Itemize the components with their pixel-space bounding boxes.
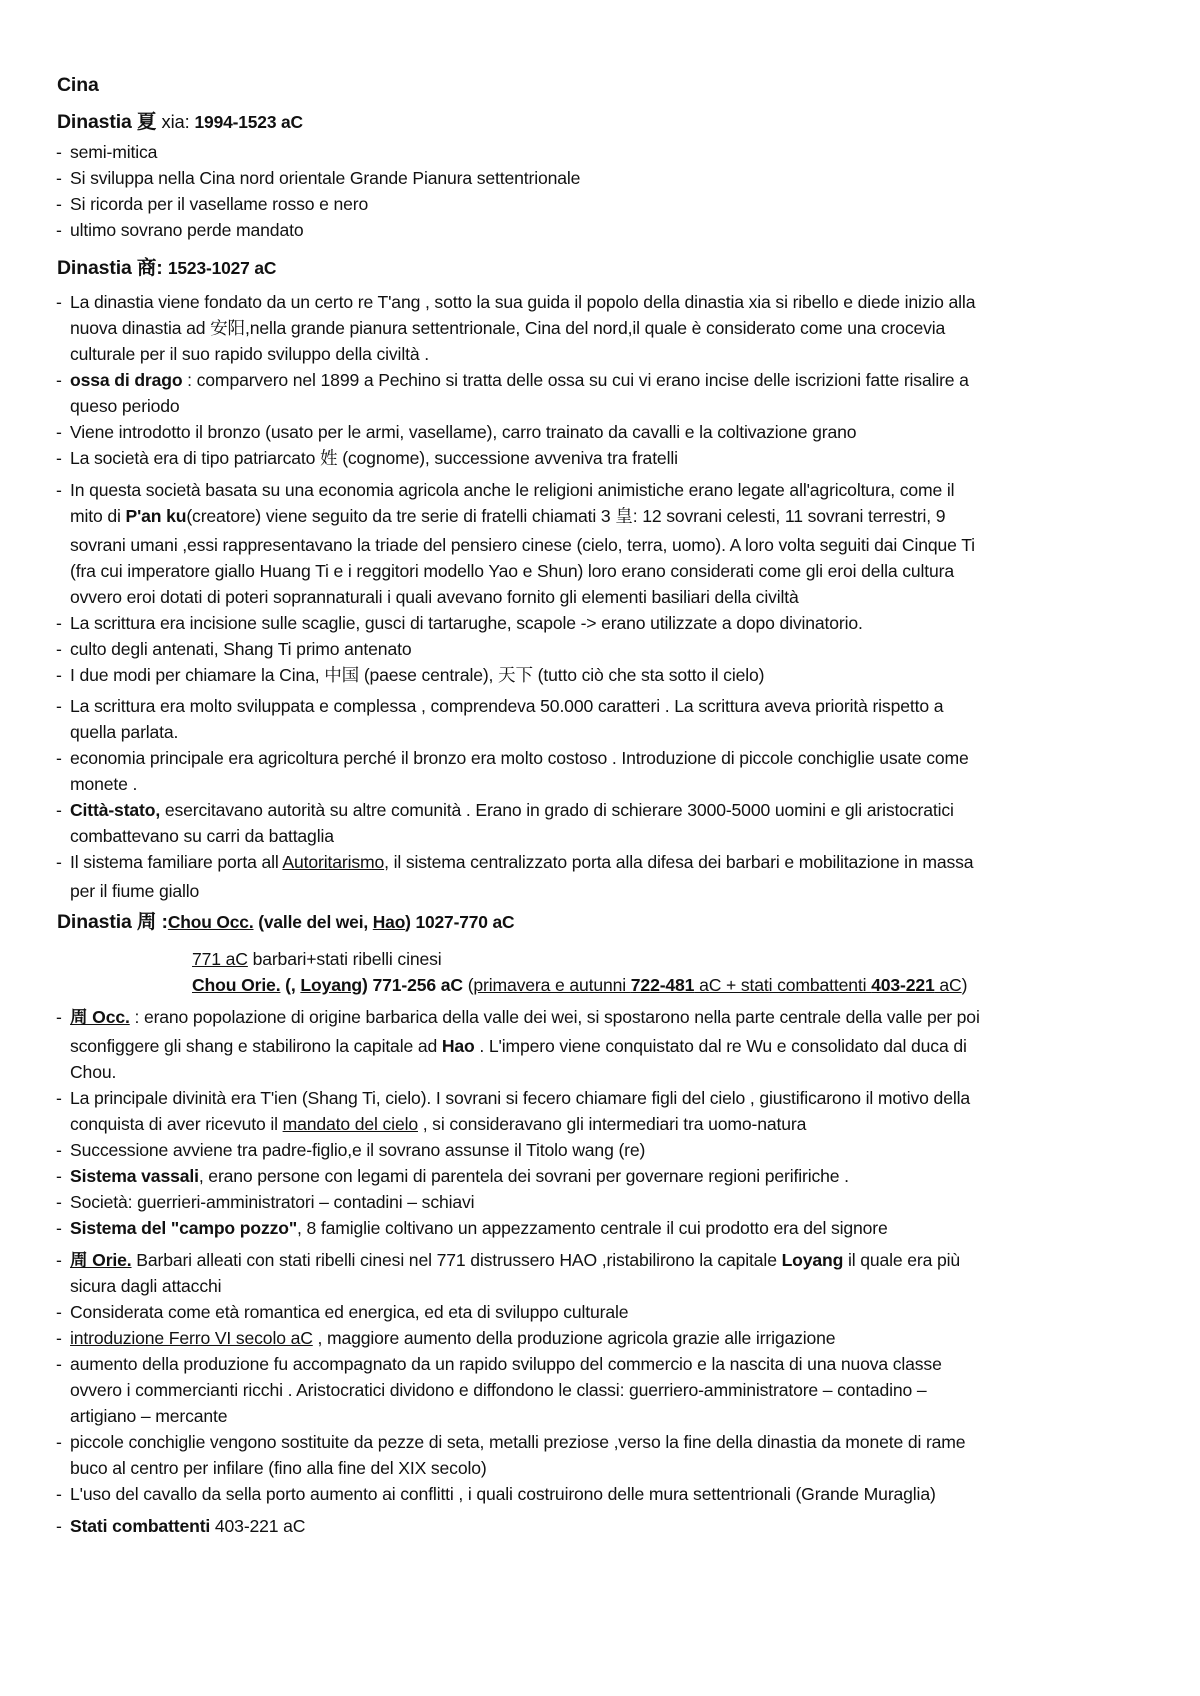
text-segment: nuova dinastia ad 安阳,nella grande pianura settentrionale, Cina del nord,il quale è considerato come una crocevia	[70, 318, 946, 338]
line-text	[70, 747, 969, 769]
text-segment: 403-221	[871, 975, 935, 995]
line-text	[70, 219, 303, 241]
bullet-dash: -	[56, 748, 62, 768]
text-segment: Stati combattenti	[70, 1516, 211, 1536]
text-segment: mandato del cielo	[282, 1114, 418, 1134]
line-text	[70, 447, 678, 469]
bullet-dash: -	[56, 852, 62, 872]
text-segment: sicura dagli attacchi	[70, 1276, 222, 1296]
bullet-dash: -	[56, 1192, 62, 1212]
text-segment: Chou Orie.	[192, 975, 281, 995]
text-segment: introduzione Ferro VI secolo aC	[70, 1328, 313, 1348]
text-segment: buco al centro per infilare (fino alla fine del XIX secolo)	[70, 1458, 487, 1478]
line-text	[70, 1515, 305, 1537]
line-text	[70, 1483, 936, 1505]
bullet-dash: -	[56, 480, 62, 500]
text-segment: 周 Orie.	[70, 1250, 132, 1270]
bullet-dash: -	[56, 1088, 62, 1108]
text-segment: I due modi per chiamare la Cina, 中国 (paese centrale), 天下 (tutto ciò che sta sotto il cielo)	[70, 665, 765, 685]
line-text	[70, 799, 954, 821]
text-segment: (,	[280, 975, 301, 995]
text-segment: mito di	[70, 506, 126, 526]
bullet-dash: -	[56, 422, 62, 442]
line-text	[70, 1275, 221, 1297]
text-segment: semi-mitica	[70, 142, 158, 162]
text-segment: culturale per il suo rapido sviluppo della civiltà .	[70, 344, 429, 364]
heading-text	[57, 74, 99, 96]
text-segment: : comparvero nel 1899 a Pechino si tratta delle ossa su cui vi erano incise delle iscrizioni fatte risalire a	[182, 370, 969, 390]
heading-text	[57, 111, 303, 133]
text-segment: Si sviluppa nella Cina nord orientale Grande Pianura settentrionale	[70, 168, 581, 188]
text-segment: Cina	[57, 74, 99, 96]
line-text	[70, 1457, 487, 1479]
line-text	[70, 291, 975, 313]
line-text	[70, 1139, 645, 1161]
line-text	[70, 343, 429, 365]
text-segment: Viene introdotto il bronzo (usato per le armi, vasellame), carro trainato da cavalli e la coltivazione grano	[70, 422, 857, 442]
text-segment: 1523-1027 aC	[167, 258, 277, 278]
text-segment: combattevano su carri da battaglia	[70, 826, 334, 846]
text-segment: La scrittura era incisione sulle scaglie, gusci di tartarughe, scapole -> erano utilizzate a dopo divinatorio.	[70, 613, 863, 633]
bullet-dash: -	[56, 800, 62, 820]
bullet-dash: -	[56, 1218, 62, 1238]
line-text	[70, 880, 199, 902]
bullet-dash: -	[56, 665, 62, 685]
text-segment: ) 1027-770 aC	[405, 912, 515, 932]
text-segment: economia principale era agricoltura perché il bronzo era molto costoso . Introduzione di piccole conchiglie usate come	[70, 748, 969, 768]
text-segment: esercitavano autorità su altre comunità . Erano in grado di schierare 3000-5000 uomini e gli aristocratici	[160, 800, 954, 820]
line-text	[70, 1087, 970, 1109]
bullet-dash: -	[56, 1302, 62, 1322]
text-segment: L'uso del cavallo da sella porto aumento ai conflitti , i quali costruirono delle mura settentrionali (Grande Muraglia)	[70, 1484, 936, 1504]
text-segment: ossa di drago	[70, 370, 183, 390]
line-text	[70, 1217, 888, 1239]
text-segment: Hao	[441, 1036, 475, 1056]
bullet-dash: -	[56, 292, 62, 312]
line-text	[70, 534, 975, 556]
line-text	[70, 193, 368, 215]
text-segment: (	[462, 975, 474, 995]
line-text	[70, 141, 157, 163]
text-segment: culto degli antenati, Shang Ti primo antenato	[70, 639, 412, 659]
bullet-dash: -	[56, 194, 62, 214]
text-segment: . L'impero viene conquistato dal re Wu e consolidato dal duca di	[474, 1036, 967, 1056]
text-segment: 1994-1523 aC	[194, 112, 303, 132]
bullet-dash: -	[56, 1140, 62, 1160]
line-text	[70, 317, 945, 339]
text-segment: Loyang	[781, 1250, 844, 1270]
bullet-dash: -	[56, 1250, 62, 1270]
text-segment: , il sistema centralizzato porta alla difesa dei barbari e mobilitazione in massa	[384, 852, 974, 872]
bullet-dash: -	[56, 370, 62, 390]
line-text	[70, 1113, 806, 1135]
line-text	[70, 1405, 227, 1427]
text-segment: aC	[934, 975, 962, 995]
text-segment: conquista di aver ricevuto il	[70, 1114, 283, 1134]
line-text	[70, 1431, 965, 1453]
bullet-dash: -	[56, 1432, 62, 1452]
text-segment: 771 aC	[192, 949, 248, 969]
text-segment: artigiano – mercante	[70, 1406, 228, 1426]
line-text	[70, 479, 954, 501]
heading-text	[57, 257, 276, 279]
text-segment: Si ricorda per il vasellame rosso e nero	[70, 194, 369, 214]
text-segment: Successione avviene tra padre-figlio,e il sovrano assunse il Titolo wang (re)	[70, 1140, 646, 1160]
text-segment: 403-221 aC	[210, 1516, 306, 1536]
text-segment: ) 771-256 aC	[362, 975, 463, 995]
text-segment: In questa società basata su una economia agricola anche le religioni animistiche erano legate all'agricoltura, come il	[70, 480, 955, 500]
text-segment: (fra cui imperatore giallo Huang Ti e i reggitori modello Yao e Shun) loro erano considerati come gli eroi della cultura	[70, 561, 954, 581]
bullet-dash: -	[56, 1328, 62, 1348]
bullet-dash: -	[56, 1516, 62, 1536]
line-text	[70, 1353, 942, 1375]
text-segment: barbari+stati ribelli cinesi	[247, 949, 442, 969]
line-text	[70, 825, 334, 847]
text-segment: (creatore) viene seguito da tre serie di fratelli chiamati 3 皇: 12 sovrani celesti, 11 sovrani terrestri, 9	[186, 506, 946, 526]
bullet-dash: -	[56, 696, 62, 716]
text-segment: Il sistema familiare porta all	[70, 852, 283, 872]
text-segment: Barbari alleati con stati ribelli cinesi nel 771 distrussero HAO ,ristabilirono la capitale	[131, 1250, 782, 1270]
bullet-dash: -	[56, 1166, 62, 1186]
line-text	[70, 1165, 849, 1187]
text-segment: monete .	[70, 774, 138, 794]
text-segment: Hao	[372, 912, 406, 932]
line-text	[70, 395, 180, 417]
text-segment: Chou Occ.	[167, 912, 254, 932]
line-text	[70, 1301, 628, 1323]
line-text	[70, 1249, 960, 1271]
text-segment: ovvero eroi dotati di poteri soprannaturali i quali avevano fornito gli elementi basiliari della civiltà	[70, 587, 799, 607]
line-text	[70, 586, 799, 608]
line-text	[70, 1379, 927, 1401]
text-segment: Chou.	[70, 1062, 117, 1082]
line-text	[70, 638, 411, 660]
line-text	[70, 1191, 474, 1213]
text-segment: il quale era più	[843, 1250, 961, 1270]
text-segment: ultimo sovrano perde mandato	[70, 220, 304, 240]
text-segment: La dinastia viene fondato da un certo re T'ang , sotto la sua guida il popolo della dinastia xia si ribello e diede inizio alla	[70, 292, 976, 312]
text-segment: queso periodo	[70, 396, 180, 416]
line-text	[70, 1061, 116, 1083]
bullet-dash: -	[56, 168, 62, 188]
line-text	[70, 773, 137, 795]
line-text	[192, 974, 967, 996]
line-text	[70, 612, 863, 634]
text-segment: 722-481	[630, 975, 695, 995]
line-text	[70, 1006, 980, 1028]
line-text	[70, 695, 943, 717]
bullet-dash: -	[56, 639, 62, 659]
bullet-dash: -	[56, 1354, 62, 1374]
line-text	[70, 1035, 967, 1057]
text-segment: 周 Occ.	[70, 1007, 130, 1027]
line-text	[192, 948, 442, 970]
bullet-dash: -	[56, 1484, 62, 1504]
text-segment: aC + stati combattenti	[694, 975, 872, 995]
text-segment: per il fiume giallo	[70, 881, 200, 901]
text-segment: Società: guerrieri-amministratori – contadini – schiavi	[70, 1192, 475, 1212]
text-segment: Città-stato,	[70, 800, 161, 820]
text-segment: aumento della produzione fu accompagnato da un rapido sviluppo del commercio e la nascita di una nuova classe	[70, 1354, 942, 1374]
bullet-dash: -	[56, 142, 62, 162]
line-text	[70, 721, 178, 743]
text-segment: quella parlata.	[70, 722, 179, 742]
bullet-dash: -	[56, 448, 62, 468]
line-text	[70, 369, 969, 391]
text-segment: : erano popolazione di origine barbarica della valle dei wei, si spostarono nella parte centrale della valle per poi	[129, 1007, 980, 1027]
bullet-dash: -	[56, 613, 62, 633]
text-segment: sovrani umani ,essi rappresentavano la triade del pensiero cinese (cielo, terra, uomo). A loro volta seguiti dai Cinque Ti	[70, 535, 975, 555]
line-text	[70, 560, 954, 582]
line-text	[70, 1327, 835, 1349]
text-segment: Sistema vassali	[70, 1166, 199, 1186]
text-segment: (valle del wei,	[253, 912, 373, 932]
text-segment: La società era di tipo patriarcato 姓 (cognome), successione avveniva tra fratelli	[70, 448, 678, 468]
text-segment: sconfiggere gli shang e stabilirono la capitale ad	[70, 1036, 442, 1056]
bullet-dash: -	[56, 220, 62, 240]
text-segment: , maggiore aumento della produzione agricola grazie alle irrigazione	[312, 1328, 836, 1348]
text-segment: Dinastia 夏	[57, 111, 162, 133]
text-segment: , erano persone con legami di parentela dei sovrani per governare regioni perifiriche .	[198, 1166, 849, 1186]
text-segment: ovvero i commercianti ricchi . Aristocratici dividono e diffondono le classi: guerriero-amministratore – contadino –	[70, 1380, 927, 1400]
line-text	[70, 664, 764, 686]
text-segment: La principale divinità era T'ien (Shang Ti, cielo). I sovrani si fecero chiamare figli del cielo , giustificarono il motivo della	[70, 1088, 970, 1108]
text-segment: La scrittura era molto sviluppata e complessa , comprendeva 50.000 caratteri . La scrittura aveva priorità rispetto a	[70, 696, 944, 716]
text-segment: Sistema del "campo pozzo"	[70, 1218, 298, 1238]
text-segment: , 8 famiglie coltivano un appezzamento centrale il cui prodotto era del signore	[297, 1218, 888, 1238]
bullet-dash: -	[56, 1007, 62, 1027]
text-segment: xia:	[161, 111, 195, 132]
heading-text	[57, 911, 514, 933]
text-segment: Considerata come età romantica ed energica, ed eta di sviluppo culturale	[70, 1302, 629, 1322]
text-segment: primavera e autunni	[473, 975, 631, 995]
text-segment: )	[961, 975, 968, 995]
text-segment: piccole conchiglie vengono sostituite da pezze di seta, metalli preziose ,verso la fine della dinastia da monete di rame	[70, 1432, 966, 1452]
text-segment: Dinastia 商:	[57, 257, 168, 279]
text-segment: Autoritarismo	[282, 852, 385, 872]
text-segment: Dinastia 周 :	[57, 911, 168, 933]
line-text	[70, 167, 580, 189]
text-segment: Loyang	[300, 975, 363, 995]
text-segment: P'an ku	[125, 506, 187, 526]
line-text	[70, 505, 945, 527]
text-segment: , si consideravano gli intermediari tra uomo-natura	[417, 1114, 807, 1134]
line-text	[70, 851, 973, 873]
line-text	[70, 421, 856, 443]
